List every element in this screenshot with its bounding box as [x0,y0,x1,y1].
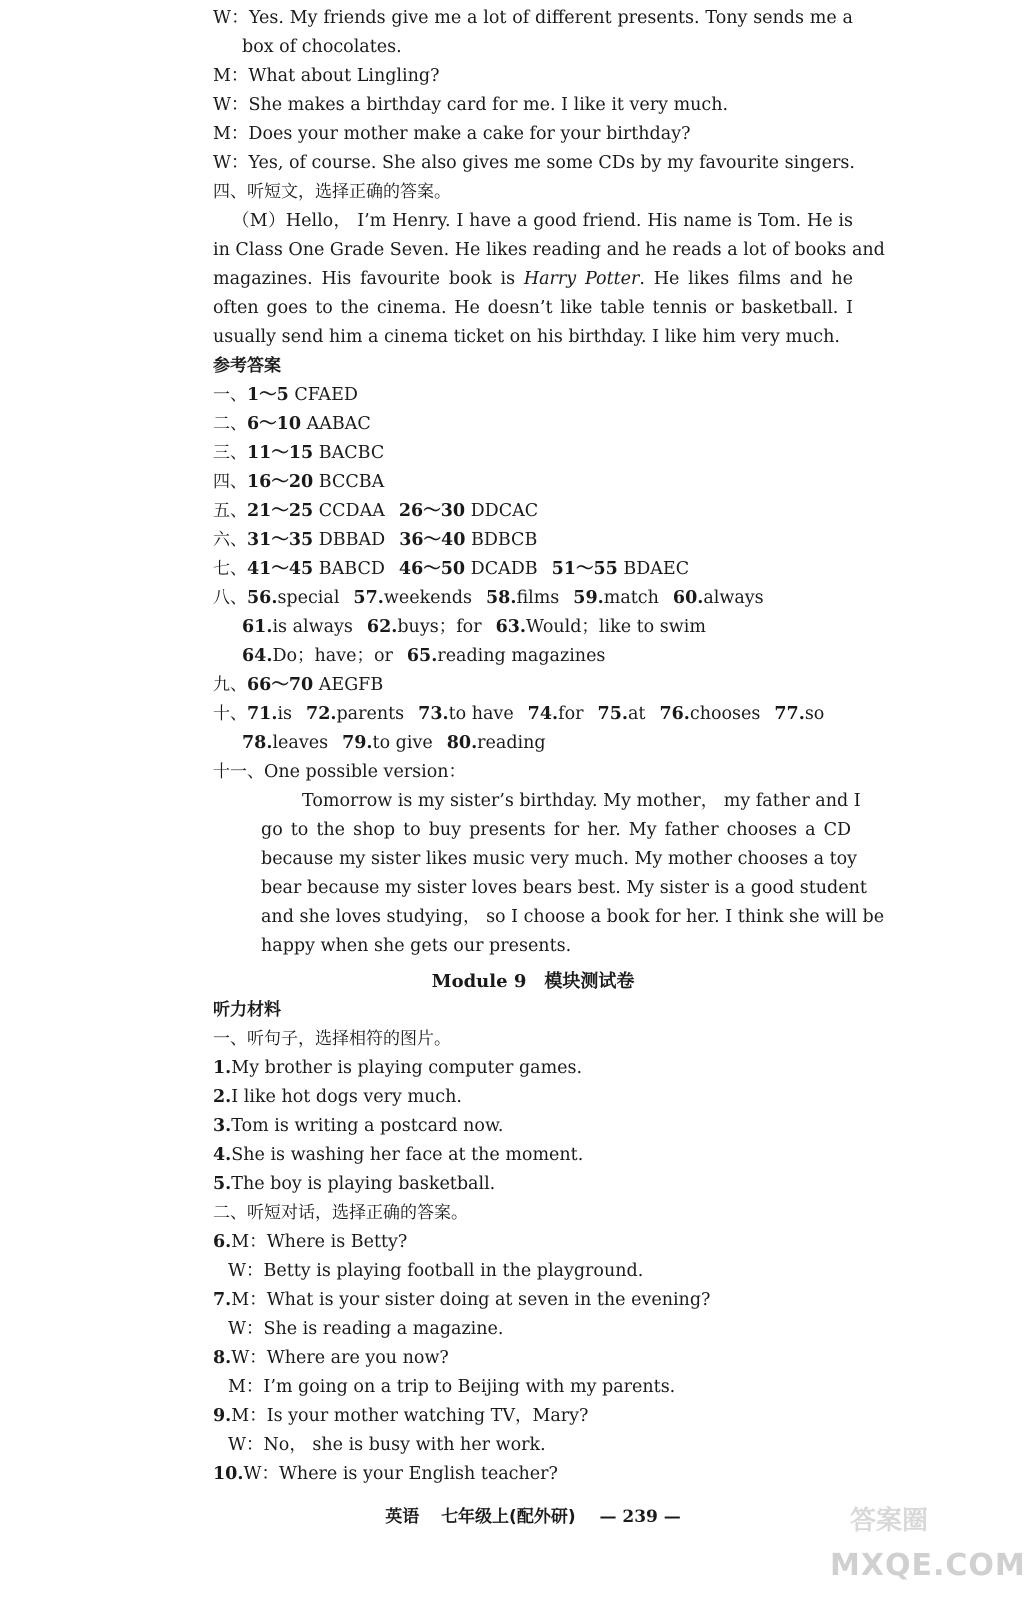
watermark-logo: 答案圈 [850,1506,929,1536]
module-title: Module 9 模块测试卷 [431,971,635,992]
answer-row: 十一、One possible version： [213,762,467,782]
answer-row: 四、16～20 BCCBA [213,472,385,492]
answer-row: 64.Do；have；or 65.reading magazines [242,646,606,666]
answer-row: 三、11～15 BACBC [213,443,385,463]
passage-text: magazines. His favourite book is [213,269,524,289]
footer-grade: 七年级上(配外研) [441,1507,576,1527]
answer-row: 八、56.special 57.weekends 58.films 59.match 60.always [213,588,764,608]
question-item: 7.M：What is your sister doing at seven in the evening? [213,1290,711,1310]
question-item: 6.M：Where is Betty? [213,1232,408,1252]
passage-line: in Class One Grade Seven. He likes reading and he reads a lot of books and [213,240,885,260]
answer-row: 七、41～45 BABCD 46～50 DCADB 51～55 BDAEC [213,559,690,579]
answer-row: 五、21～25 CCDAA 26～30 DDCAC [213,501,539,521]
section-heading: 二、听短对话，选择正确的答案。 [213,1203,468,1223]
answer-row: 61.is always 62.buys；for 63.Would；like to swim [242,617,706,637]
answer-row: 九、66～70 AEGFB [213,675,384,695]
passage-line: usually send him a cinema ticket on his birthday. I like him very much. [213,327,840,347]
page-number: — 239 — [599,1507,681,1527]
essay-line: go to the shop to buy presents for her. My father chooses a CD [261,820,851,840]
passage-line: （M）Hello， I’m Henry. I have a good friend. His name is Tom. He is [232,211,853,231]
question-item: 5.The boy is playing basketball. [213,1174,496,1194]
question-item: 10.W：Where is your English teacher? [213,1464,558,1484]
watermark-site: MXQE.COM [830,1548,1026,1583]
dialogue-line: W：Yes. My friends give me a lot of different presents. Tony sends me a [213,8,853,28]
essay-line: bear because my sister loves bears best. My sister is a good student [261,878,867,898]
essay-line: Tomorrow is my sister’s birthday. My mother， my father and I [302,791,861,811]
question-item: 1.My brother is playing computer games. [213,1058,583,1078]
listening-heading: 听力材料 [213,1000,281,1020]
section-heading: 四、听短文，选择正确的答案。 [213,182,451,202]
answer-row: 十、71.is 72.parents 73.to have 74.for 75.at 76.chooses 77.so [213,704,825,724]
passage-text: . He likes films and he [639,269,854,289]
question-item: 2.I like hot dogs very much. [213,1087,462,1107]
question-item: 3.Tom is writing a postcard now. [213,1116,504,1136]
section-heading: 一、听句子，选择相符的图片。 [213,1029,451,1049]
dialogue-line: box of chocolates. [242,37,402,57]
passage-line [213,265,853,294]
book-title: Harry Potter [523,269,640,289]
answer-line: W：Betty is playing football in the playground. [228,1261,644,1281]
dialogue-line: W：She makes a birthday card for me. I like it very much. [213,95,729,115]
page-footer [213,1503,853,1532]
answer-row: 六、31～35 DBBAD 36～40 BDBCB [213,530,538,550]
passage-line: often goes to the cinema. He doesn’t like table tennis or basketball. I [213,298,853,318]
answer-line: W：She is reading a magazine. [228,1319,504,1339]
essay-line: because my sister likes music very much. My mother chooses a toy [261,849,858,869]
dialogue-line: W：Yes, of course. She also gives me some CDs by my favourite singers. [213,153,855,173]
answer-row: 二、6～10 AABAC [213,414,371,434]
essay-line: happy when she gets our presents. [261,936,572,956]
dialogue-line: M：What about Lingling? [213,66,440,86]
question-item: 8.W：Where are you now? [213,1348,449,1368]
answers-heading: 参考答案 [213,356,281,376]
answer-row: 一、1～5 CFAED [213,385,358,405]
dialogue-line: M：Does your mother make a cake for your birthday? [213,124,691,144]
answer-line: M：I’m going on a trip to Beijing with my parents. [228,1377,676,1397]
answer-row: 78.leaves 79.to give 80.reading [242,733,546,753]
footer-subject: 英语 [385,1507,420,1527]
essay-line: and she loves studying， so I choose a book for her. I think she will be [261,907,885,927]
answer-line: W：No， she is busy with her work. [228,1435,546,1455]
question-item: 9.M：Is your mother watching TV，Mary? [213,1406,589,1426]
question-item: 4.She is washing her face at the moment. [213,1145,584,1165]
